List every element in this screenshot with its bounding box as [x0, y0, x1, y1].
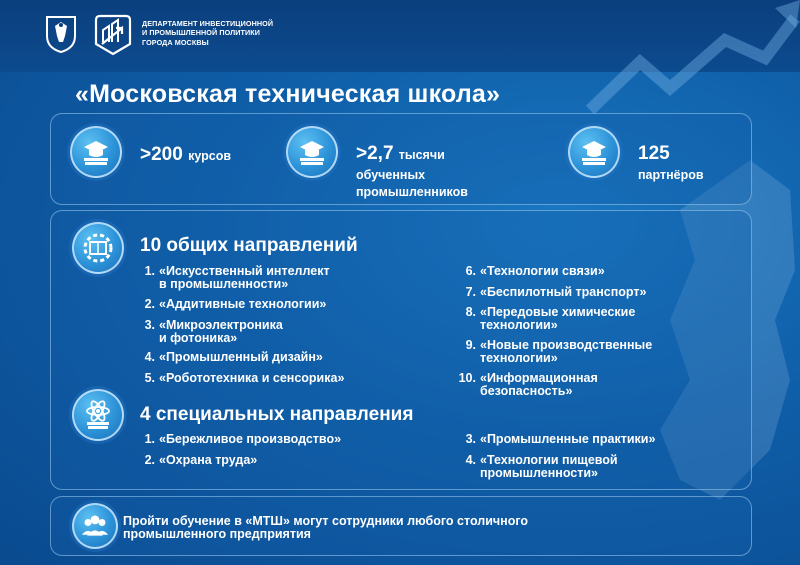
moscow-coat-of-arms-icon [44, 14, 78, 54]
people-group-icon [72, 503, 118, 549]
special-directions-title: 4 специальных направления [140, 404, 414, 425]
bottom-note-line2: промышленного предприятия [123, 527, 311, 541]
stat-trained-line2: обученных [356, 168, 426, 182]
bottom-note [123, 515, 528, 541]
brain-gear-icon [72, 222, 124, 274]
growth-arrow-decoration [560, 0, 800, 120]
bottom-note-line1: Пройти обучение в «МТШ» могут сотрудники любого столичного [123, 514, 529, 528]
stat-courses [140, 144, 231, 166]
graduation-cap-books-icon [70, 126, 122, 178]
atom-books-icon [72, 389, 124, 441]
graduation-cap-books-icon [568, 126, 620, 178]
stat-courses-value: >200 [140, 144, 183, 165]
stat-partners-label: партнёров [638, 168, 704, 182]
stat-partners-value: 125 [638, 143, 670, 164]
department-name [142, 19, 273, 47]
graduation-cap-books-icon [286, 126, 338, 178]
stat-trained-line3: промышленников [356, 185, 468, 199]
page-title: «Московская техническая школа» [75, 80, 501, 108]
stat-trained-label: тысячи [398, 148, 445, 162]
dept-line-3: ГОРОДА МОСКВЫ [142, 37, 209, 47]
dept-line-2: И ПРОМЫШЛЕННОЙ ПОЛИТИКИ [142, 28, 261, 38]
dept-line-1: ДЕПАРТАМЕНТ ИНВЕСТИЦИОННОЙ [142, 19, 274, 28]
stat-courses-label: курсов [188, 149, 232, 163]
stat-trained-value: >2,7 [356, 143, 394, 164]
department-logo-icon [94, 14, 132, 56]
general-directions-title: 10 общих направлений [140, 235, 358, 256]
stat-trained [356, 143, 445, 165]
